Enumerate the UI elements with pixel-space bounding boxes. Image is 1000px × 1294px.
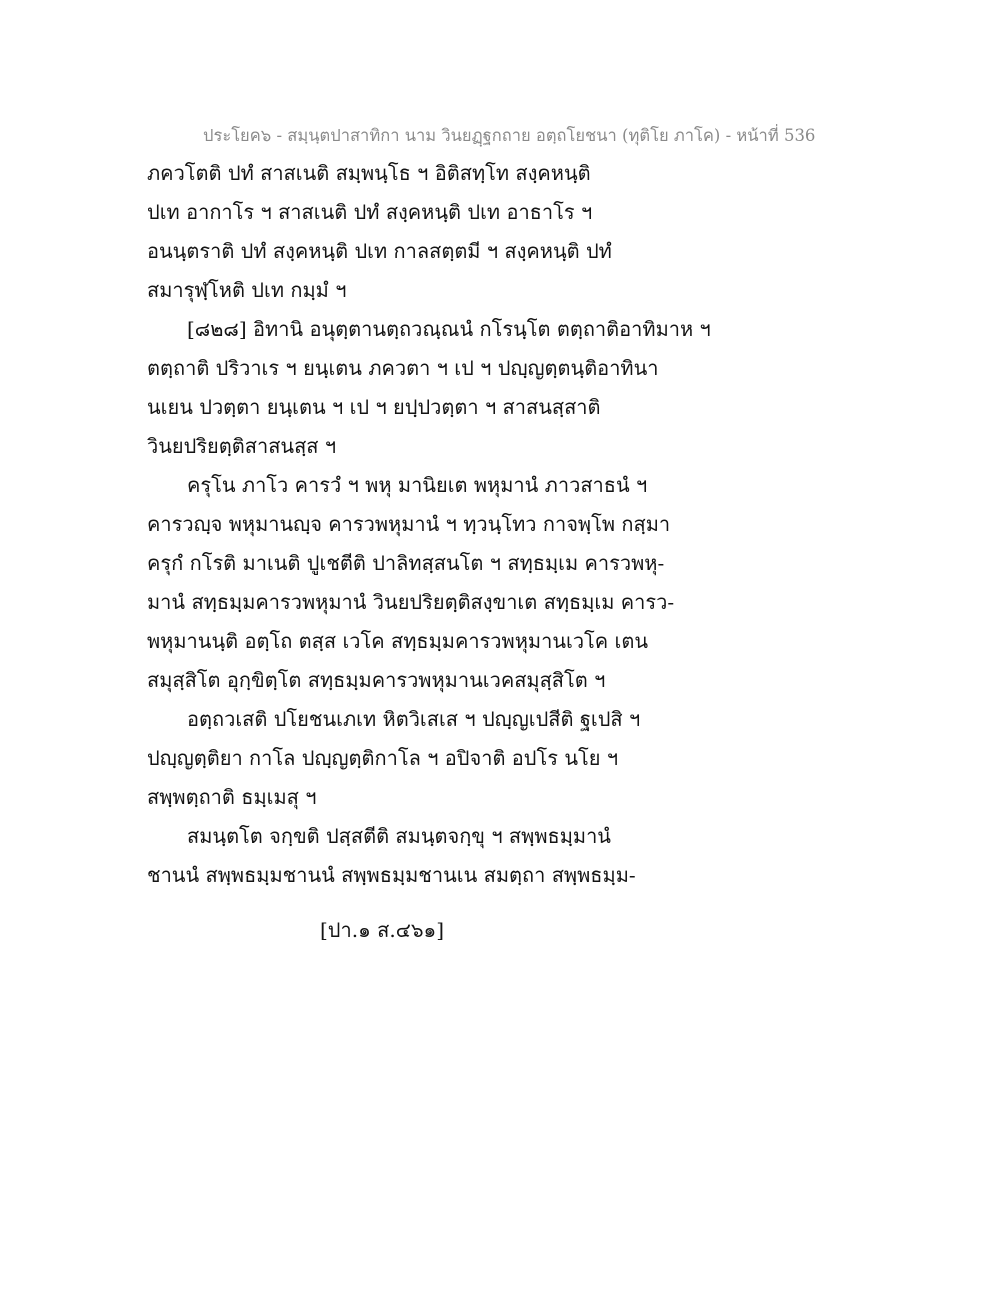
paragraph-start-line: สมนฺตโต จกฺขติ ปสฺสตีติ สมนฺตจกฺขุ ฯ สพฺพธมฺมานํ xyxy=(187,824,611,848)
text-line: ครุกํ กโรติ มาเนติ ปูเชตีติ ปาลิทสฺสนโต ฯ สทฺธมฺเม คารวพหุ- xyxy=(147,551,665,575)
paragraph-start-line: ครุโน ภาโว คารวํ ฯ พหุ มานิยเต พหุมานํ ภาวสาธนํ ฯ xyxy=(187,473,648,497)
text-line: อนนฺตราติ ปทํ สงฺคหนฺติ ปเท กาลสตฺตมี ฯ สงฺคหนฺติ ปทํ xyxy=(147,239,612,263)
body-text xyxy=(147,156,711,897)
running-header: ประโยค๖ - สมฺนฺตปาสาทิกา นาม วินยฏฺฐกถาย อตฺถโยชนา (ทุติโย ภาโค) - หน้าที่ 536 xyxy=(203,126,816,145)
text-line: มานํ สทฺธมฺมคารวพหุมานํ วินยปริยตฺติสงฺขาเต สทฺธมฺเม คารว- xyxy=(147,590,675,614)
text-line: พหุมานนฺติ อตฺโถ ตสฺส เวโค สทฺธมฺมคารวพหุมานเวโค เตน xyxy=(147,629,649,653)
paragraph-start-line: [๘๒๘] อิทานิ อนุตฺตานตฺถวณฺณนํ กโรนฺโต ตตฺถาติอาทิมาห ฯ xyxy=(187,317,711,341)
text-line: สมุสฺสิโต อุกฺขิตฺโต สทฺธมฺมคารวพหุมานเวคสมุสฺสิโต ฯ xyxy=(147,668,606,692)
text-line: ภควโตติ ปทํ สาสเนติ สมฺพนฺโธ ฯ อิติสทฺโท สงฺคหนฺติ xyxy=(147,161,591,185)
text-line: ตตฺถาติ ปริวาเร ฯ ยนฺเตน ภควตา ฯ เป ฯ ปญฺญตฺตนฺติอาทินา xyxy=(147,356,659,380)
text-line: นเยน ปวตฺตา ยนฺเตน ฯ เป ฯ ยปฺปวตฺตา ฯ สาสนสฺสาติ xyxy=(147,395,601,419)
text-line: สมารุฬฺโหติ ปเท กมฺมํ ฯ xyxy=(147,278,347,302)
text-line: สพฺพตฺถาติ ธมฺเมสุ ฯ xyxy=(147,785,317,809)
text-line: วินยปริยตฺติสาสนสฺส ฯ xyxy=(147,434,337,458)
text-line: ปเท อากาโร ฯ สาสเนติ ปทํ สงฺคหนฺติ ปเท อาธาโร ฯ xyxy=(147,200,593,224)
text-line: ปญฺญตฺติยา กาโล ปญฺญตฺติกาโล ฯ อปิจาติ อปโร นโย ฯ xyxy=(147,746,619,770)
paragraph-start-line: อตฺถวเสติ ปโยชนเภเท หิตวิเสเส ฯ ปญฺญเปสีติ ฐเปสิ ฯ xyxy=(187,707,641,731)
page-reference: [ปา.๑ ส.๔๖๑] xyxy=(320,918,445,942)
text-line: คารวญฺจ พหุมานญฺจ คารวพหุมานํ ฯ ทฺวนฺโทว กาจพฺโพ กสฺมา xyxy=(147,512,671,536)
text-line: ชานนํ สพฺพธมฺมชานนํ สพฺพธมฺมชานเน สมตฺถา สพฺพธมฺม- xyxy=(147,863,636,887)
